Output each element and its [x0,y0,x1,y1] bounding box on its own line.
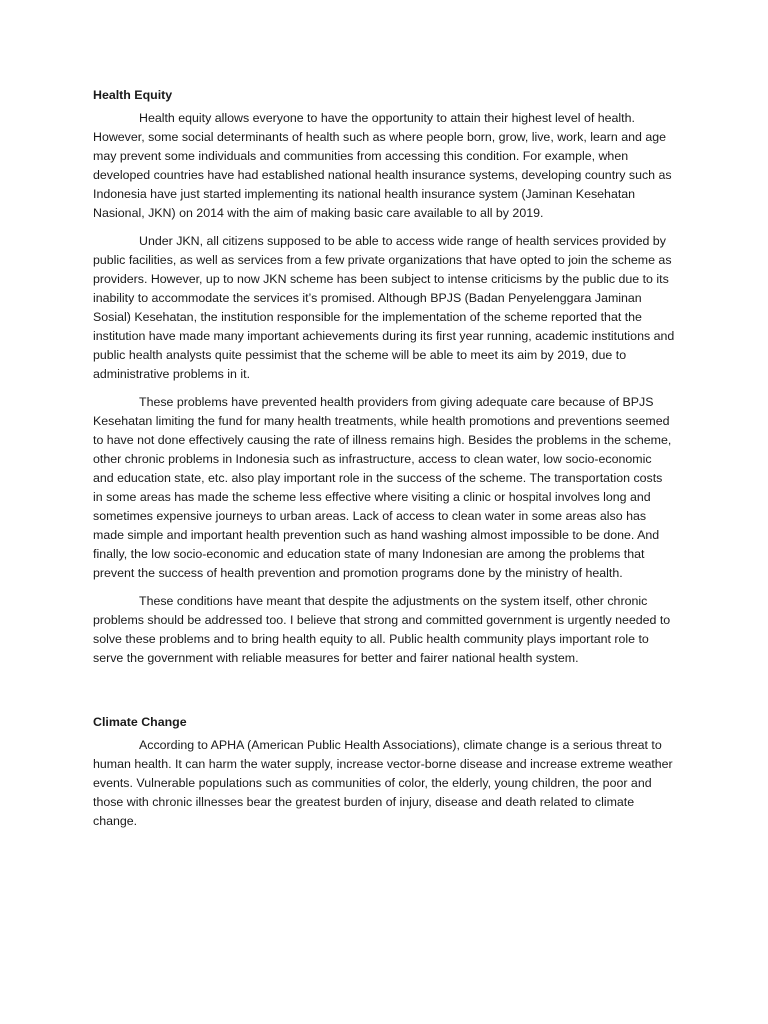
paragraph: These problems have prevented health providers from giving adequate care because of BPJS Kesehatan limiting the fund for many health treatments, while health promotions and preventions seemed to have not done effectively causing the rate of illness remains high. Besides the problems in the scheme, other chronic problems in Indonesia such as infrastructure, access to clean water, low socio-economic and education state, etc. also play important role in the success of the scheme. The transportation costs in some areas has made the scheme less effective where visiting a clinic or hospital involves long and sometimes expensive journeys to urban areas. Lack of access to clean water in some areas also has made simple and important health prevention such as hand washing almost impossible to be done. And finally, the low socio-economic and education state of many Indonesian are among the problems that prevent the success of health prevention and promotion programs done by the ministry of health. [93,395,672,580]
section-spacer [93,677,675,713]
paragraph: These conditions have meant that despite the adjustments on the system itself, other chronic problems should be addressed too. I believe that strong and committed government is urgently needed to solve these problems and to bring health equity to all. Public health community plays important role to serve the government with reliable measures for better and fairer national health system. [93,594,671,665]
paragraph: Health equity allows everyone to have the opportunity to attain their highest level of health. However, some social determinants of health such as where people born, grow, live, work, learn and age may prevent some individuals and communities from accessing this condition. For example, when developed countries have had established national health insurance systems, developing country such as Indonesia have just started implementing its national health insurance system (Jaminan Kesehatan Nasional, JKN) on 2014 with the aim of making basic care available to all by 2019. [93,111,672,220]
section-title-climate-change: Climate Change [93,715,187,729]
document-page [93,86,675,840]
paragraph: Under JKN, all citizens supposed to be able to access wide range of health services provided by public facilities, as well as services from a few private organizations that have opted to join the scheme as providers. However, up to now JKN scheme has been subject to intense criticisms by the public due to its inability to accommodate the services it’s promised. Although BPJS (Badan Penyelenggara Jaminan Sosial) Kesehatan, the institution responsible for the implementation of the scheme reported that the institution have made many important achievements during its first year running, academic institutions and public health analysts quite pessimist that the scheme will be able to meet its aim by 2019, due to administrative problems in it. [93,234,675,381]
section-title-health-equity: Health Equity [93,88,173,102]
paragraph: According to APHA (American Public Health Associations), climate change is a serious threat to human health. It can harm the water supply, increase vector-borne disease and increase extreme weather events. Vulnerable populations such as communities of color, the elderly, young children, the poor and those with chronic illnesses bear the greatest burden of injury, disease and death related to climate change. [93,738,673,828]
